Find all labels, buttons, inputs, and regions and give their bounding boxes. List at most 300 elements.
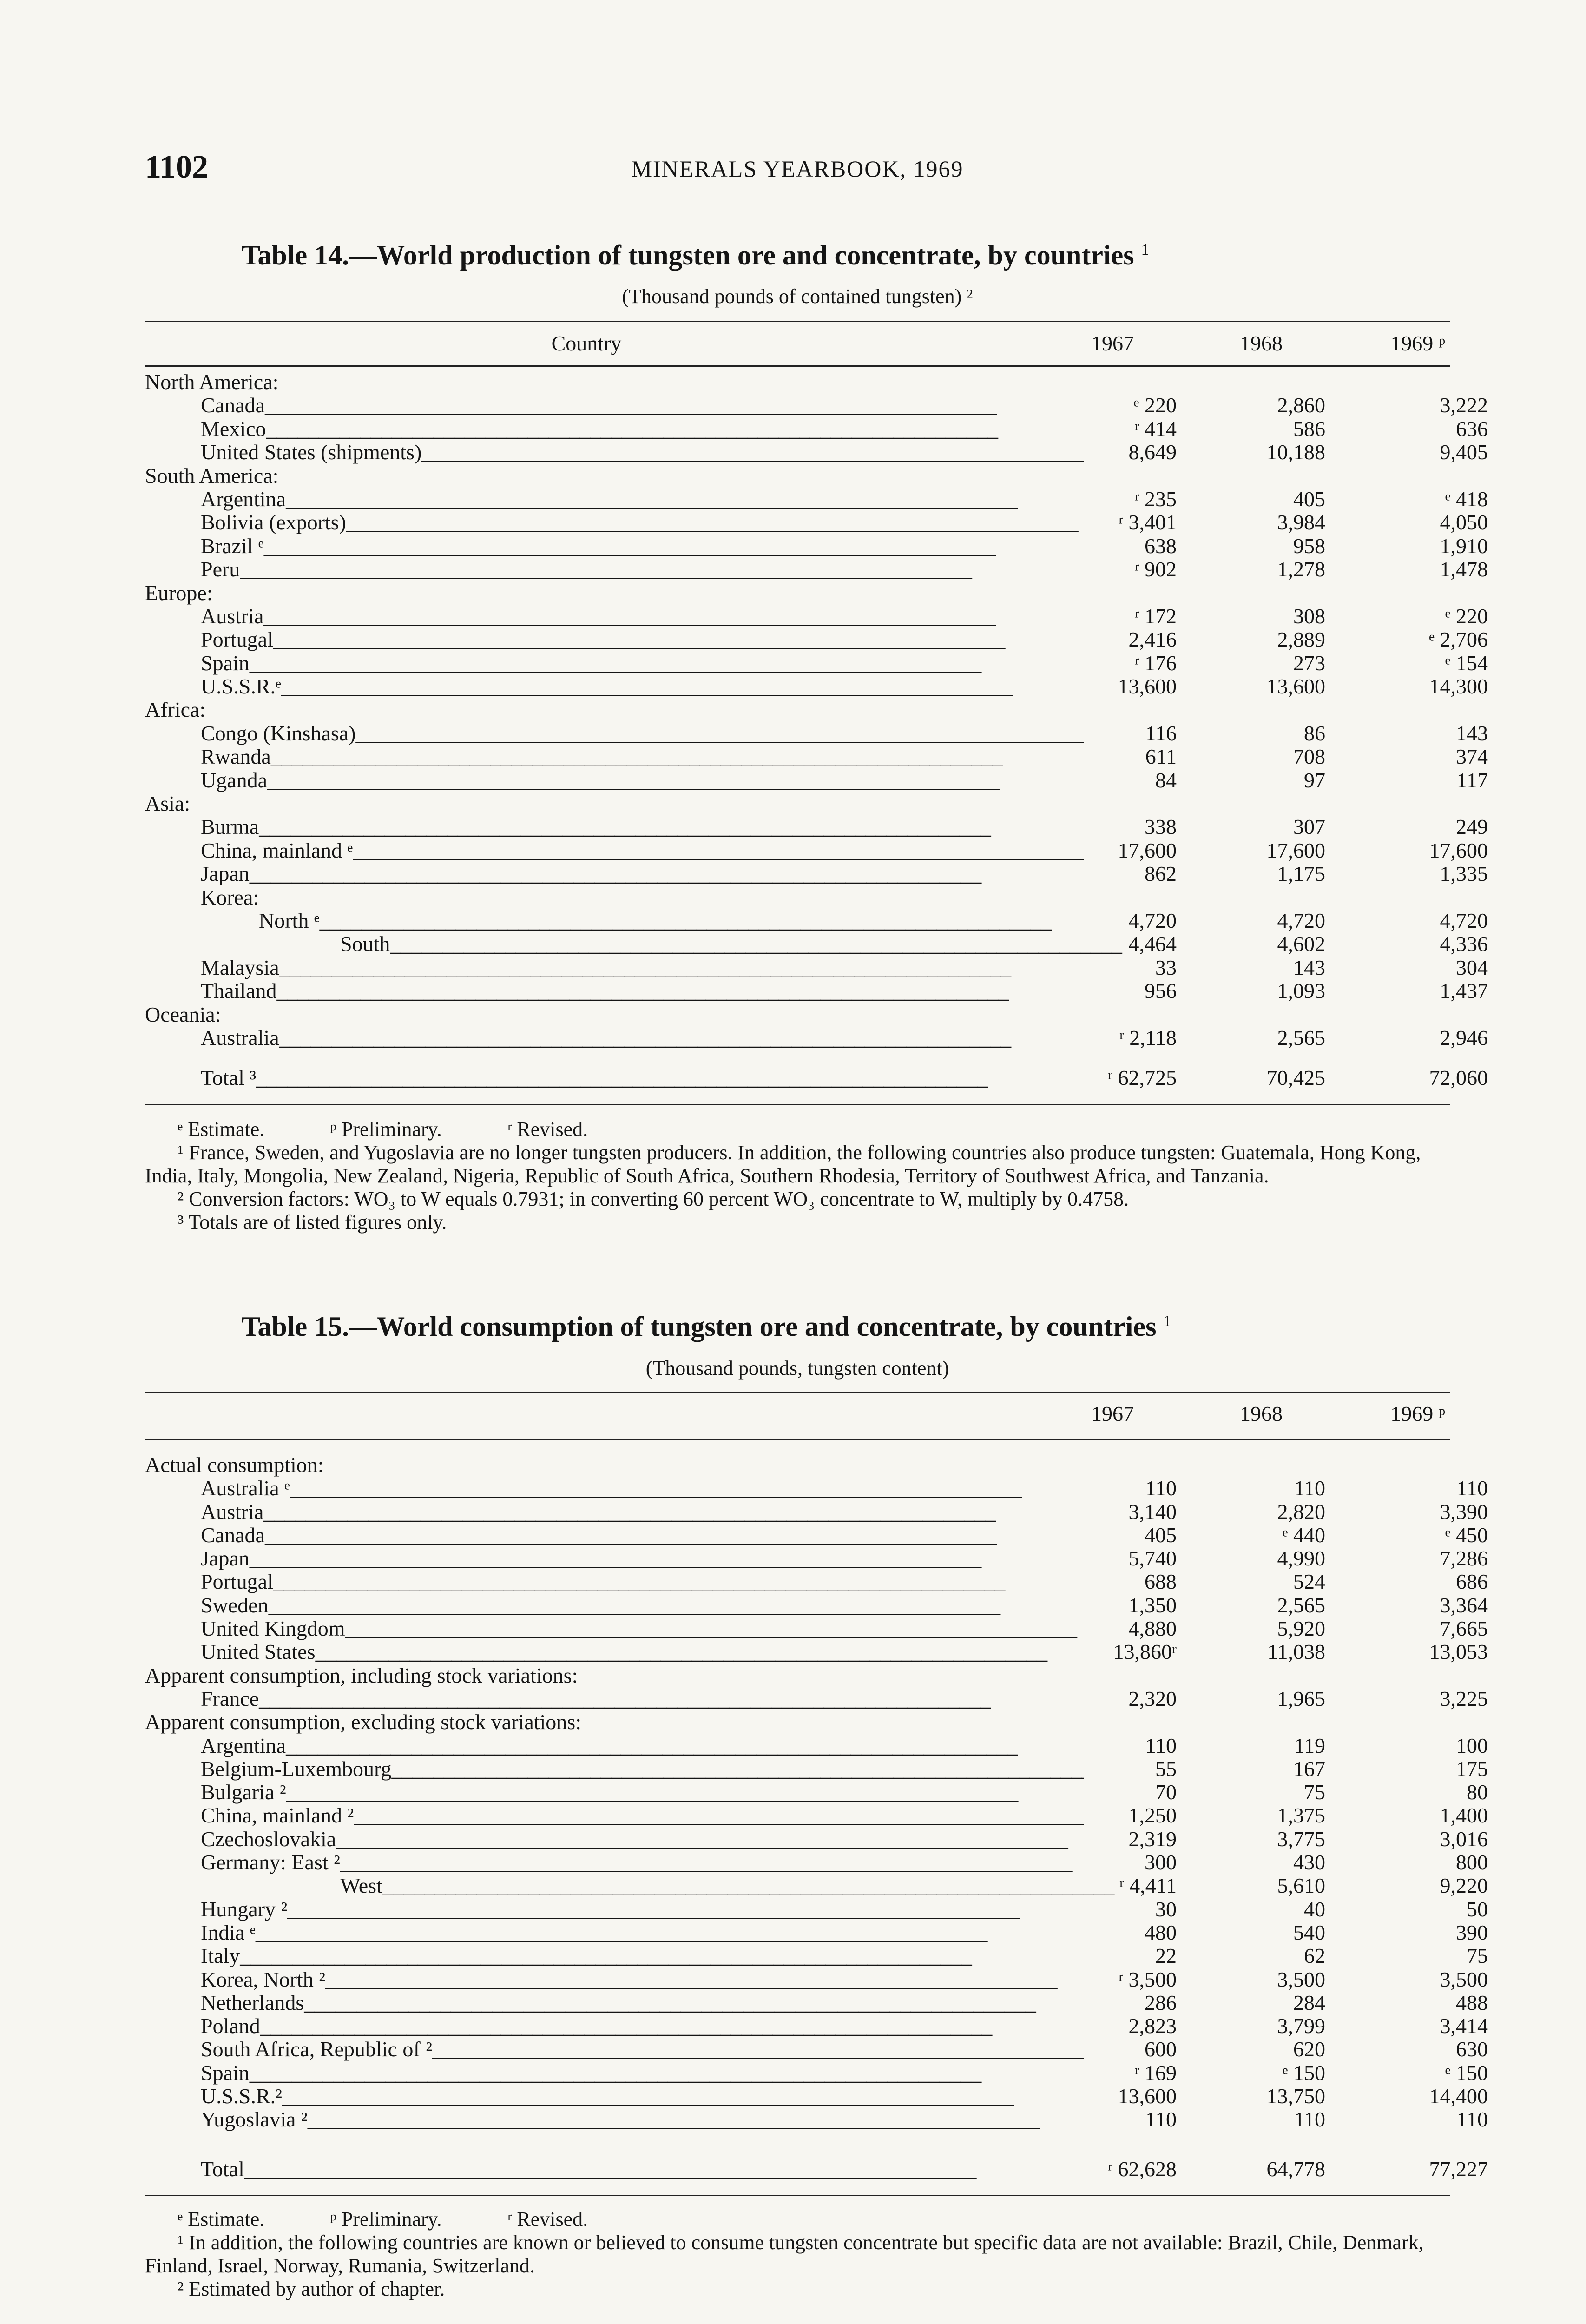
cell-1968: 620: [1293, 2037, 1325, 2061]
row-label: U.S.S.R.² _ _ _: [145, 2084, 1084, 2108]
cell-1968: 284: [1293, 1990, 1325, 2014]
table15-footnote-2: ² Estimated by author of chapter.: [178, 2278, 445, 2300]
cell-1967: 2,823: [1128, 2014, 1177, 2038]
table14-footnote-2: ² Conversion factors: WO₃ to W equals 0.7931; in converting 60 percent WO₃ concentrate to W, multiply by 0.4758.: [178, 1188, 1129, 1210]
cell-1968: 4,990: [1277, 1546, 1325, 1571]
table-row: [145, 1967, 1488, 1991]
cell-1968: 10,188: [1266, 440, 1325, 464]
cell-1967: 1,250: [1128, 1803, 1177, 1828]
table-row: [145, 791, 1450, 814]
table-row: [145, 487, 1488, 511]
cell-1969: ᵉ 2,706: [1429, 627, 1488, 652]
table14-header-1969: 1969 ᵖ: [1390, 331, 1445, 355]
row-group-heading: Actual consumption:: [145, 1453, 324, 1477]
table-row: [145, 861, 1488, 886]
table15-subtitle: (Thousand pounds, tungsten content): [645, 1357, 949, 1380]
cell-1969: 390: [1456, 1920, 1488, 1944]
cell-1967: 638: [1145, 534, 1177, 558]
table-row: [145, 1756, 1488, 1781]
cell-1968: 40: [1304, 1897, 1325, 1921]
table14-header-rule: [145, 365, 1450, 367]
table15-legend-preliminary: ᵖ Preliminary.: [330, 2208, 442, 2231]
cell-1967: 4,464: [1128, 932, 1177, 956]
cell-1969: 1,335: [1440, 862, 1488, 886]
cell-1968: 1,175: [1277, 862, 1325, 886]
page-number: 1102: [145, 149, 209, 185]
table-row: [145, 1827, 1488, 1851]
table-row: [145, 1897, 1488, 1921]
cell-1967: 2,416: [1128, 627, 1177, 652]
table14-total-1969: 72,060: [1429, 1066, 1488, 1089]
table-row: [145, 651, 1488, 675]
row-label: U.S.S.R.ᵉ _ _ _: [145, 674, 1084, 699]
cell-1967: 70: [1155, 1780, 1177, 1804]
cell-1967: 862: [1145, 862, 1177, 886]
cell-1967: 1,350: [1128, 1593, 1177, 1617]
table-row: [145, 1523, 1488, 1547]
cell-1967: 55: [1155, 1756, 1177, 1781]
cell-1968: 2,860: [1277, 393, 1325, 417]
cell-1969: 1,437: [1440, 979, 1488, 1003]
table-row: [145, 1025, 1488, 1050]
cell-1968: 3,984: [1277, 510, 1325, 535]
cell-1969: 3,016: [1440, 1827, 1488, 1851]
table-row: [145, 1452, 1450, 1476]
cell-1968: 5,610: [1277, 1874, 1325, 1898]
row-group-heading: Africa:: [145, 698, 206, 722]
table-row: [145, 1803, 1488, 1828]
table15-total-label: Total _ _ _: [145, 2157, 1084, 2181]
row-label: North ᵉ _ _ _: [145, 908, 1142, 933]
table14-title-line: [242, 239, 1149, 271]
table-row: [145, 1002, 1450, 1025]
row-group-heading: Oceania:: [145, 1002, 221, 1026]
cell-1968: 524: [1293, 1570, 1325, 1594]
table-row: [145, 1639, 1488, 1664]
cell-1967: 2,319: [1128, 1827, 1177, 1851]
table14-header-country: Country: [551, 331, 622, 355]
table-row: [145, 978, 1488, 1003]
table-row: [145, 2107, 1488, 2132]
table15-header-1969: 1969 ᵖ: [1390, 1402, 1445, 1426]
cell-1969: 636: [1456, 416, 1488, 441]
cell-1969: 7,286: [1440, 1546, 1488, 1571]
running-title: MINERALS YEARBOOK, 1969: [631, 156, 964, 182]
row-label: Austria _ _ _: [145, 604, 1084, 628]
cell-1968: 13,750: [1266, 2084, 1325, 2108]
table-row: [145, 1593, 1488, 1617]
cell-1969: 2,946: [1440, 1025, 1488, 1050]
cell-1969: 304: [1456, 955, 1488, 979]
cell-1969: 4,720: [1440, 908, 1488, 932]
table-row: [145, 768, 1488, 792]
table14-subtitle: (Thousand pounds of contained tungsten) ²: [622, 285, 973, 308]
cell-1967: 8,649: [1128, 440, 1177, 464]
table15-legend: [145, 2208, 1450, 2231]
row-label: Uganda _ _ _: [145, 768, 1084, 792]
row-label: Portugal _ _ _: [145, 627, 1084, 652]
table15-footnote-1: ¹ In addition, the following countries are known or believed to consume tungsten concentrate but specific data are not available: Brazil, Chile, Denmark, Finland, Israel, Norway, Rumania, Switzerland.: [145, 2231, 1424, 2277]
cell-1967: ʳ 3,401: [1119, 510, 1177, 535]
cell-1968: 110: [1294, 1476, 1325, 1500]
table15-top-rule: [145, 1392, 1450, 1393]
row-label: Burma _ _ _: [145, 814, 1084, 839]
cell-1969: 686: [1456, 1570, 1488, 1594]
cell-1969: 110: [1456, 2107, 1488, 2132]
cell-1968: 2,565: [1277, 1025, 1325, 1050]
cell-1968: 1,278: [1277, 557, 1325, 581]
table-row: [145, 393, 1488, 417]
cell-1969: 3,225: [1440, 1686, 1488, 1710]
table14-title: Table 14.—World production of tungsten ore and concentrate, by countries: [242, 240, 1134, 271]
cell-1969: 4,336: [1440, 932, 1488, 956]
cell-1969: 249: [1456, 815, 1488, 839]
row-label: Japan _ _ _: [145, 1546, 1084, 1571]
cell-1967: 110: [1145, 1733, 1177, 1757]
cell-1969: 4,050: [1440, 510, 1488, 535]
cell-1969: ᵉ 418: [1445, 487, 1488, 511]
row-label: Congo (Kinshasa) _ _ _: [145, 721, 1084, 746]
table14-footnotes: [145, 1118, 1450, 1234]
table-row: [145, 697, 1450, 720]
row-label: Italy _ _ _: [145, 1943, 1084, 1968]
cell-1967: ʳ 4,411: [1119, 1874, 1177, 1898]
table-row: [145, 1990, 1488, 2014]
table15-header-1968: 1968: [1240, 1402, 1283, 1426]
cell-1967: 338: [1145, 815, 1177, 839]
cell-1967: 480: [1145, 1920, 1177, 1944]
cell-1969: 374: [1456, 745, 1488, 769]
cell-1969: ᵉ 150: [1445, 2060, 1488, 2085]
table-row: [145, 1710, 1450, 1733]
cell-1968: 2,889: [1277, 627, 1325, 652]
table-row: [145, 1850, 1488, 1875]
cell-1967: ᵉ 220: [1133, 393, 1177, 417]
cell-1967: 22: [1155, 1944, 1177, 1968]
table-row: [145, 1943, 1488, 1968]
cell-1968: 97: [1304, 768, 1325, 792]
table-row: [145, 534, 1488, 558]
table15-total-1968: 64,778: [1266, 2157, 1325, 2181]
cell-1968: 110: [1294, 2107, 1325, 2132]
cell-1967: 13,600: [1118, 674, 1177, 699]
table-row: [145, 885, 1450, 908]
table-row: [145, 721, 1488, 745]
cell-1968: 586: [1293, 416, 1325, 441]
cell-1968: 143: [1293, 955, 1325, 979]
cell-1969: 1,400: [1440, 1803, 1488, 1828]
cell-1969: 14,400: [1429, 2084, 1488, 2108]
cell-1969: 3,364: [1440, 1593, 1488, 1617]
table-row: [145, 1920, 1488, 1944]
table15-body: [145, 1452, 1488, 2132]
table-row: [145, 557, 1488, 581]
cell-1968: 307: [1293, 815, 1325, 839]
row-label: Korea, North ² _ _ _: [145, 1967, 1084, 1992]
table-row: [145, 2014, 1488, 2038]
table14-title-note: 1: [1141, 241, 1149, 258]
table-row: [145, 1780, 1488, 1804]
table14-body: [145, 370, 1488, 1050]
cell-1967: 4,880: [1128, 1617, 1177, 1641]
table14-total-label: Total ³ _ _ _: [145, 1065, 1084, 1090]
table-row: [145, 1663, 1450, 1686]
cell-1967: 688: [1145, 1570, 1177, 1594]
cell-1967: 3,140: [1128, 1499, 1177, 1524]
row-label: Japan _ _ _: [145, 861, 1084, 886]
table14-footnote-1: ¹ France, Sweden, and Yugoslavia are no longer tungsten producers. In addition, the following countries also produce tungsten: Guatemala, Hong Kong, India, Italy, Mongolia, New Zealand, Nigeria, Republic of South Africa, Southern Rhodesia, Territory of Southwest Africa, and Tanzania.: [145, 1141, 1421, 1187]
row-label: West _ _ _: [145, 1873, 1223, 1898]
cell-1968: 75: [1304, 1780, 1325, 1804]
table-row: [145, 838, 1488, 862]
row-label: Bulgaria ² _ _ _: [145, 1780, 1084, 1804]
cell-1967: ʳ 2,118: [1119, 1025, 1177, 1050]
cell-1969: 13,053: [1429, 1640, 1488, 1664]
cell-1969: 1,478: [1440, 557, 1488, 581]
table15-title: Table 15.—World consumption of tungsten ore and concentrate, by countries: [242, 1311, 1157, 1342]
row-label: China, mainland ᵉ _ _ _: [145, 838, 1084, 863]
table-row: [145, 931, 1488, 956]
table15-legend-revised: ʳ Revised.: [507, 2208, 588, 2231]
row-label: South Africa, Republic of ² _ _ _: [145, 2037, 1084, 2061]
cell-1968: 86: [1304, 721, 1325, 745]
row-label: Canada _ _ _: [145, 393, 1084, 417]
table-row: [145, 440, 1488, 464]
cell-1969: 630: [1456, 2037, 1488, 2061]
cell-1968: 167: [1293, 1756, 1325, 1781]
table15-title-line: [242, 1311, 1171, 1343]
table15-title-note: 1: [1163, 1313, 1171, 1330]
row-label: Brazil ᵉ _ _ _: [145, 534, 1084, 558]
row-label: Peru _ _ _: [145, 557, 1084, 581]
row-label: Germany: East ² _ _ _: [145, 1850, 1084, 1875]
cell-1969: 17,600: [1429, 838, 1488, 862]
row-label: United Kingdom _ _ _: [145, 1616, 1084, 1641]
cell-1967: ʳ 172: [1134, 604, 1177, 628]
cell-1968: 708: [1293, 745, 1325, 769]
cell-1967: 300: [1145, 1850, 1177, 1875]
cell-1968: 5,920: [1277, 1617, 1325, 1641]
cell-1968: 430: [1293, 1850, 1325, 1875]
table-row: [145, 510, 1488, 535]
row-label: Argentina _ _ _: [145, 487, 1084, 511]
row-label: Mexico _ _ _: [145, 416, 1084, 441]
row-group-heading: North America:: [145, 370, 279, 394]
table14-legend-estimate: ᵉ Estimate.: [178, 1118, 265, 1141]
cell-1967: ʳ 176: [1134, 651, 1177, 675]
cell-1967: 405: [1145, 1523, 1177, 1547]
row-label: Canada _ _ _: [145, 1523, 1084, 1547]
cell-1968: 3,799: [1277, 2014, 1325, 2038]
row-label: Netherlands _ _ _: [145, 1990, 1084, 2015]
cell-1967: ʳ 235: [1134, 487, 1177, 511]
cell-1967: ʳ 3,500: [1119, 1967, 1177, 1991]
row-label: Malaysia _ _ _: [145, 955, 1084, 980]
table-row: [145, 744, 1488, 769]
row-label: Argentina _ _ _: [145, 1733, 1084, 1758]
row-label: Belgium-Luxembourg _ _ _: [145, 1756, 1084, 1781]
table-row: [145, 814, 1488, 839]
row-group-heading: Europe:: [145, 581, 213, 605]
row-label: Spain _ _ _: [145, 2060, 1084, 2085]
cell-1967: 286: [1145, 1990, 1177, 2014]
row-label: Australia _ _ _: [145, 1025, 1084, 1050]
table14-header-1967: 1967: [1091, 331, 1134, 355]
row-label: Hungary ² _ _ _: [145, 1897, 1084, 1921]
cell-1967: 84: [1155, 768, 1177, 792]
row-group-heading: South America:: [145, 463, 279, 488]
cell-1968: ᵉ 150: [1282, 2060, 1325, 2085]
table-row: [145, 416, 1488, 441]
table14-total-row: [145, 1065, 1488, 1089]
cell-1968: 13,600: [1266, 674, 1325, 699]
table-row: [145, 1546, 1488, 1571]
cell-1967: 30: [1155, 1897, 1177, 1921]
table-row: [145, 370, 1450, 393]
cell-1969: 9,405: [1440, 440, 1488, 464]
cell-1967: ʳ 169: [1134, 2060, 1177, 2085]
cell-1967: 600: [1145, 2037, 1177, 2061]
table14-top-rule: [145, 321, 1450, 322]
table15-bottom-rule: [145, 2195, 1450, 2196]
cell-1969: 14,300: [1429, 674, 1488, 699]
table-row: [145, 1616, 1488, 1641]
running-head: [145, 149, 1450, 191]
cell-1967: 116: [1145, 721, 1177, 745]
cell-1967: 33: [1155, 955, 1177, 979]
cell-1968: 119: [1294, 1733, 1325, 1757]
row-label: United States _ _ _: [145, 1639, 1084, 1664]
table14-legend-preliminary: ᵖ Preliminary.: [330, 1118, 442, 1141]
table-row: [145, 1873, 1488, 1898]
cell-1968: 3,500: [1277, 1967, 1325, 1991]
row-label: Poland _ _ _: [145, 2014, 1084, 2038]
table-row: [145, 674, 1488, 699]
row-label: Rwanda _ _ _: [145, 744, 1084, 769]
cell-1969: 1,910: [1440, 534, 1488, 558]
cell-1968: 2,820: [1277, 1499, 1325, 1524]
cell-1968: 1,093: [1277, 979, 1325, 1003]
row-label: Yugoslavia ² _ _ _: [145, 2107, 1084, 2132]
cell-1968: 958: [1293, 534, 1325, 558]
cell-1968: 273: [1293, 651, 1325, 675]
cell-1969: 7,665: [1440, 1617, 1488, 1641]
table-row: [145, 2084, 1488, 2108]
table14-footnote-3: ³ Totals are of listed figures only.: [178, 1211, 447, 1234]
cell-1968: 405: [1293, 487, 1325, 511]
row-label: South _ _ _: [145, 931, 1223, 956]
cell-1968: ᵉ 440: [1282, 1523, 1325, 1547]
cell-1967: 4,720: [1128, 908, 1177, 932]
cell-1968: 4,720: [1277, 908, 1325, 932]
row-label: India ᵉ _ _ _: [145, 1920, 1084, 1945]
row-label: Austria _ _ _: [145, 1499, 1084, 1524]
cell-1969: 110: [1456, 1476, 1488, 1500]
table14-legend-revised: ʳ Revised.: [507, 1118, 588, 1141]
table-row: [145, 1499, 1488, 1524]
cell-1968: 17,600: [1266, 838, 1325, 862]
table15-footnotes: [145, 2208, 1450, 2301]
cell-1968: 3,775: [1277, 1827, 1325, 1851]
cell-1969: 117: [1456, 768, 1488, 792]
row-label: Spain _ _ _: [145, 651, 1084, 675]
table14-header-1968: 1968: [1240, 331, 1283, 355]
cell-1967: 17,600: [1118, 838, 1177, 862]
table15-total-1967: ʳ 62,628: [1108, 2157, 1177, 2181]
table-row: [145, 1686, 1488, 1710]
row-label: Australia ᵉ _ _ _: [145, 1476, 1084, 1500]
cell-1968: 2,565: [1277, 1593, 1325, 1617]
table-row: [145, 581, 1450, 604]
row-label: Bolivia (exports) _ _ _: [145, 510, 1084, 535]
cell-1967: 611: [1145, 745, 1177, 769]
table15-legend-estimate: ᵉ Estimate.: [178, 2208, 265, 2231]
cell-1967: ʳ 902: [1134, 557, 1177, 581]
cell-1967: 13,860ʳ: [1113, 1640, 1177, 1664]
cell-1969: 3,222: [1440, 393, 1488, 417]
table-row: [145, 908, 1488, 932]
table-row: [145, 627, 1488, 652]
cell-1969: ᵉ 450: [1445, 1523, 1488, 1547]
table-row: [145, 604, 1488, 628]
cell-1969: 50: [1467, 1897, 1488, 1921]
cell-1969: 175: [1456, 1756, 1488, 1781]
cell-1968: 1,965: [1277, 1686, 1325, 1710]
cell-1967: 13,600: [1118, 2084, 1177, 2108]
row-group-heading: Apparent consumption, excluding stock variations:: [145, 1710, 581, 1734]
row-label: Czechoslovakia _ _ _: [145, 1827, 1084, 1851]
cell-1969: 3,414: [1440, 2014, 1488, 2038]
table14-total-1967: ʳ 62,725: [1108, 1066, 1177, 1089]
table-row: [145, 2037, 1488, 2061]
table-row: [145, 1733, 1488, 1757]
row-group-heading: Korea:: [201, 885, 259, 909]
table15-header-rule: [145, 1439, 1450, 1440]
cell-1967: 2,320: [1128, 1686, 1177, 1710]
table14-bottom-rule: [145, 1104, 1450, 1105]
row-label: China, mainland ² _ _ _: [145, 1803, 1084, 1828]
table-row: [145, 1476, 1488, 1500]
cell-1969: ᵉ 154: [1445, 651, 1488, 675]
table15-header-1967: 1967: [1091, 1402, 1134, 1426]
cell-1968: 4,602: [1277, 932, 1325, 956]
cell-1969: 80: [1467, 1780, 1488, 1804]
cell-1969: ᵉ 220: [1445, 604, 1488, 628]
cell-1969: 143: [1456, 721, 1488, 745]
table15-total-row: [145, 2157, 1488, 2181]
cell-1969: 800: [1456, 1850, 1488, 1875]
cell-1967: 956: [1145, 979, 1177, 1003]
row-group-heading: Apparent consumption, including stock variations:: [145, 1663, 578, 1687]
table-row: [145, 1569, 1488, 1594]
cell-1969: 3,390: [1440, 1499, 1488, 1524]
cell-1967: 110: [1145, 1476, 1177, 1500]
table15-total-1969: 77,227: [1429, 2157, 1488, 2181]
cell-1968: 308: [1293, 604, 1325, 628]
row-label: United States (shipments) _ _ _: [145, 440, 1084, 464]
cell-1967: ʳ 414: [1134, 416, 1177, 441]
cell-1969: 9,220: [1440, 1874, 1488, 1898]
cell-1969: 488: [1456, 1990, 1488, 2014]
row-label: Thailand _ _ _: [145, 978, 1084, 1003]
cell-1968: 540: [1293, 1920, 1325, 1944]
cell-1967: 110: [1145, 2107, 1177, 2132]
cell-1968: 11,038: [1267, 1640, 1325, 1664]
cell-1969: 100: [1456, 1733, 1488, 1757]
row-group-heading: Asia:: [145, 792, 191, 816]
table-row: [145, 463, 1450, 487]
cell-1968: 1,375: [1277, 1803, 1325, 1828]
